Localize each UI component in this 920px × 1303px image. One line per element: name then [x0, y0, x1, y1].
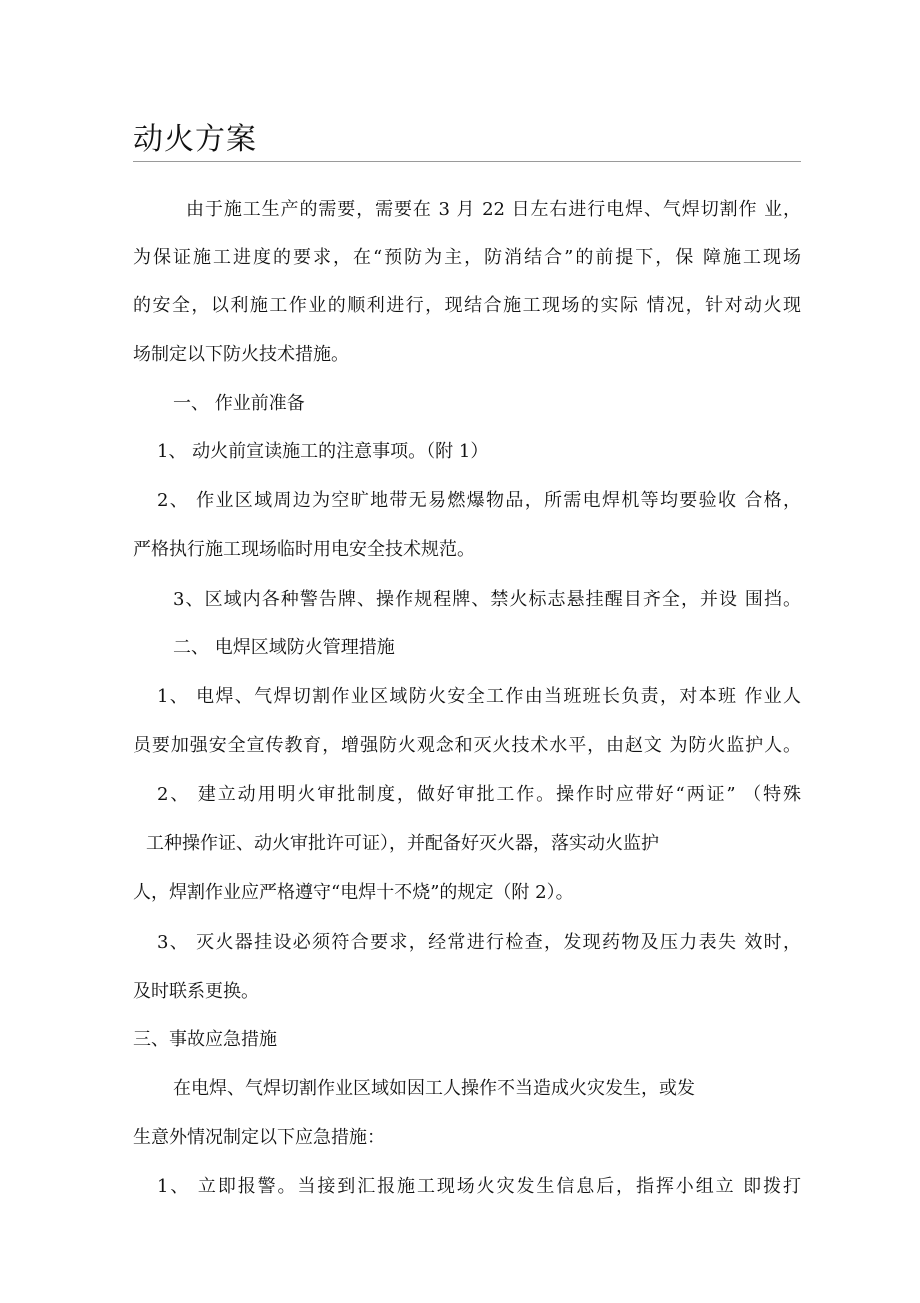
- paragraph-line: 的安全，以利施工作业的顺利进行，现结合施工现场的实际 情况，针对动火现: [133, 295, 801, 316]
- paragraph-line: 场制定以下防火技术措施。: [133, 344, 349, 365]
- section-heading: 一、 作业前准备: [173, 393, 305, 414]
- paragraph-line: 严格执行施工现场临时用电安全技术规范。: [133, 539, 475, 560]
- list-item: 1、 动火前宣读施工的注意事项。（附 1）: [157, 441, 489, 462]
- paragraph-line: 人，焊割作业应严格遵守“电焊十不烧”的规定（附 2）。: [133, 882, 574, 903]
- title-underline: [133, 161, 801, 162]
- section-heading: 二、 电焊区域防火管理措施: [173, 637, 395, 658]
- paragraph-line: 及时联系更换。: [133, 981, 259, 1002]
- paragraph-line: 由于施工生产的需要，需要在 3 月 22 日左右进行电焊、气焊切割作 业，: [186, 199, 801, 220]
- paragraph-line: 生意外情况制定以下应急措施：: [133, 1127, 385, 1148]
- list-item: 2、 作业区域周边为空旷地带无易燃爆物品，所需电焊机等均要验收 合格，: [157, 490, 801, 511]
- paragraph-line: 为保证施工进度的要求，在“预防为主，防消结合”的前提下，保 障施工现场: [133, 247, 801, 268]
- list-item: 1、 电焊、气焊切割作业区域防火安全工作由当班班长负责，对本班 作业人: [157, 686, 801, 707]
- paragraph-line: 员要加强安全宣传教育，增强防火观念和灭火技术水平，由赵文 为防火监护人。: [133, 735, 801, 756]
- section-heading: 三、事故应急措施: [133, 1029, 277, 1050]
- list-item: 3、区域内各种警告牌、操作规程牌、禁火标志悬挂醒目齐全，并设 围挡。: [173, 589, 801, 610]
- list-item: 1、 立即报警。当接到汇报施工现场火灾发生信息后，指挥小组立 即拨打: [157, 1176, 801, 1197]
- list-item: 2、 建立动用明火审批制度，做好审批工作。操作时应带好“两证” （特殊: [157, 784, 801, 805]
- paragraph-line: 工种操作证、动火审批许可证），并配备好灭火器，落实动火监护: [146, 833, 659, 854]
- list-item: 3、 灭火器挂设必须符合要求，经常进行检查，发现药物及压力表失 效时，: [157, 932, 801, 953]
- document-title: 动火方案: [133, 122, 257, 157]
- paragraph-line: 在电焊、气焊切割作业区域如因工人操作不当造成火灾发生，或发: [173, 1078, 695, 1099]
